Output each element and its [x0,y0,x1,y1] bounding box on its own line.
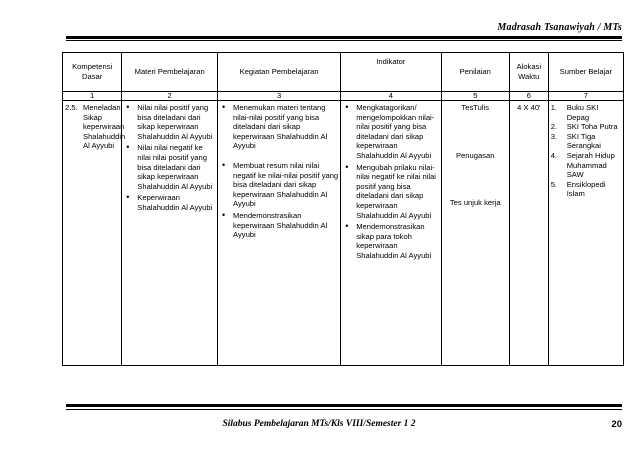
col-number: 7 [548,92,623,101]
penilaian-item: Penugasan [456,150,495,160]
header-rule [66,36,622,39]
header-title: Madrasah Tsanawiyah / MTs [497,22,622,33]
table-header-row [63,53,624,92]
kegiatan-cell [218,101,341,366]
kd-cell [63,101,126,366]
col-header: Materi Pembelajaran [122,53,218,92]
col-number: 5 [441,92,509,101]
list-item: • Keperwiraan Shalahuddin Al Ayyubi [137,193,215,212]
col-number: 1 [63,92,122,101]
col-header: Kegiatan Pembelajaran [218,53,341,92]
list-item: • Mendemonstrasikan keperwiraan Shalahuddin Al Ayyubi [233,211,338,240]
page-number: 20 [611,419,622,430]
list-item: • Mengubah prilaku nilai-nilai negatif ke nilai nilai positif yang bisa diteladani dari sikap keperwiraan Shalahuddin Al Ayyubi [356,163,438,221]
list-item: • Nilai nilai negatif ke nilai nilai positif yang bisa diteladani dari sikap keperwiraan Shalahuddin Al Ayyubi [137,143,215,191]
indikator-cell [341,101,441,366]
col-header: Penilaian [441,53,509,92]
penilaian-item: Tes unjuk kerja [449,198,501,208]
list-item: • Mengkatagorikan/ mengelompokkan nilai-nilai positif yang bisa diteladani dari sikap keperwiraan Shalahuddin Al Ayyubi [356,103,438,161]
col-header: Kompetensi Dasar [63,53,122,92]
col-number: 4 [341,92,441,101]
syllabus-table [62,52,624,366]
list-item: 4. Sejarah Hidup Muhammad SAW [550,150,615,180]
list-item: 2. SKI Toha Putra [550,122,618,132]
penilaian-cell [441,101,509,366]
sumber-cell [548,101,623,366]
col-header: Alokasi Waktu [509,53,548,92]
list-item: • Membuat resum nilai nilai negatif ke nilai-nilai positif yang bisa diteladani dari sikap keperwiraan Shalahuddin Al Ayyubi [233,161,338,209]
col-number: 3 [218,92,341,101]
col-number: 6 [509,92,548,101]
footer-rule [66,404,622,407]
col-number: 2 [122,92,218,101]
list-item: 3. SKI Tiga Serangkai [550,131,601,151]
header-rule-thin [66,40,622,41]
footer-title: Silabus Pembelajaran MTs/Kls VIII/Semester 1 2 [222,419,416,429]
list-item: • Nilai nilai positif yang bisa diteladani dari sikap keperwiraan Shalahuddin Al Ayyubi [137,103,215,141]
list-item: 5. Ensiklopedi Islam [550,179,606,199]
materi-cell [122,101,218,366]
column-number-row [63,92,624,101]
col-header: Indikator [341,53,441,92]
penilaian-item: TesTulis [461,103,489,112]
kd-number: 2.5. [65,103,78,112]
list-item: 1. Buku SKI Depag [550,103,599,122]
table-row [63,101,624,366]
kd-text: Meneladani Sikap keperwiraan Shalahuddin Al Ayyubi [83,103,126,151]
alokasi-cell [509,101,548,366]
list-item: • Mendemonstrasikan sikap para tokoh keperwiraan Shalahuddin Al Ayyubi [356,222,438,260]
col-header: Sumber Belajar [548,53,623,92]
alokasi-value: 4 X 40' [517,103,541,112]
list-item: • Menemukan materi tentang nilai-nilai positif yang bisa diteladani dari sikap keperwiraan Shalahuddin Al Ayyubi [233,103,338,151]
footer-rule-thin [66,409,622,410]
